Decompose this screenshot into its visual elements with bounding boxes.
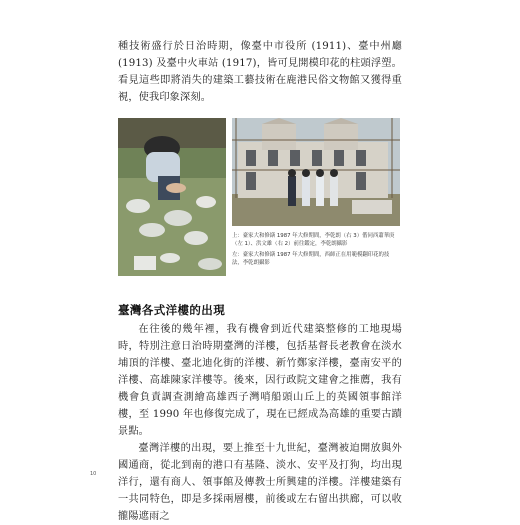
figure-captions — [232, 232, 400, 270]
page-number: 10 — [90, 471, 97, 477]
caption-left: 左：臺家大和修繕 1987 年大修期間，西師正在用範模翻印花的技法，李乾朗攝影 — [232, 252, 390, 266]
body-paragraph-1: 在往後的幾年裡，我有機會到近代建築整修的工地現場時，特別注意日治時期臺灣的洋樓，包括基督長老教會在淡水埔頂的洋樓、臺北迪化街的洋樓、新竹鄭家洋樓，臺南安平的洋樓、高雄陳家洋樓等。後來，因行政院文建會之推薦，我有機會負責調查測繪高雄西子灣哨船頭山丘上的英國領事館洋樓，至 1990 年也修復完成了，現在已經成為高雄的重要古蹟景點。 — [118, 324, 402, 437]
photo-mansion-construction — [232, 118, 400, 226]
photo-craftsman-molding — [118, 118, 226, 276]
section-heading: 臺灣各式洋樓的出現 — [118, 303, 226, 317]
intro-paragraph: 種技術盛行於日治時期，像臺中市役所 (1911)、臺中州廳 (1913) 及臺中火車站 (1917)，皆可見開模印花的柱頭浮塑。看見這些即將消失的建築工藝技術在鹿港民俗文物館又獲得重視，使我印象深刻。 — [118, 41, 402, 103]
caption-top: 上：臺家大和修繕 1987 年大修期間，李乾朗（右 3）偕同西蕭華庚（左 1）、洪文雄（右 2）前往鑑定，李乾朗攝影 — [232, 233, 395, 247]
body-paragraph-2: 臺灣洋樓的出現，要上推至十九世紀，臺灣被迫開放與外國通商，從北到南的港口有基隆、淡水、安平及打狗，均出現洋行，還有商人、領事館及傳教士所興建的洋樓。洋樓建築有一共同特色，即是多採兩層樓，前後或左右留出拱廊，可以收攏陽遮雨之 — [118, 443, 402, 522]
